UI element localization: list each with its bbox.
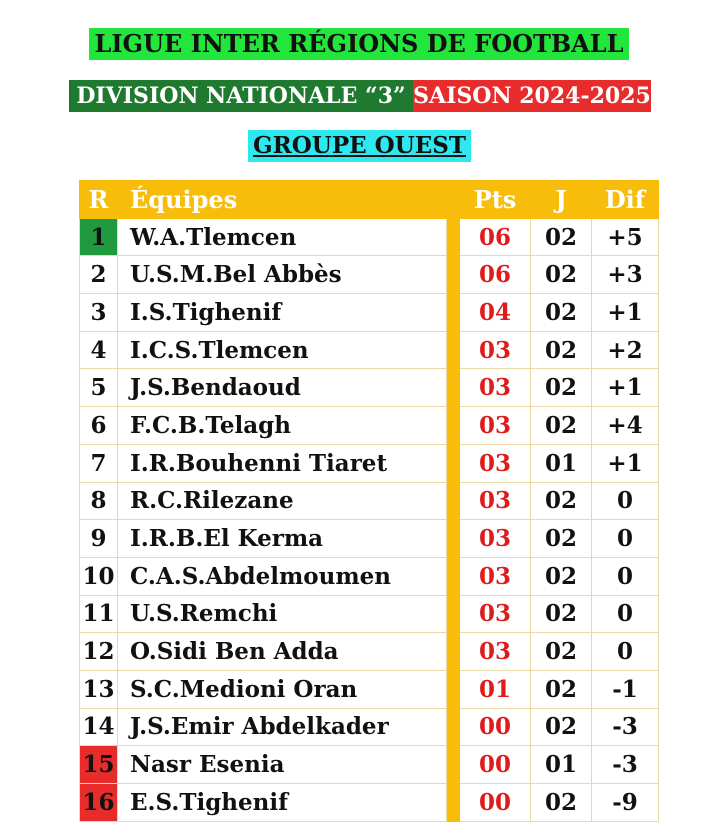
column-header-rank: R [80,181,118,219]
division-label: DIVISION NATIONALE “3” [69,80,413,112]
goal-difference-cell: -9 [592,784,659,822]
standings-body [80,218,659,821]
column-separator [447,256,460,294]
column-header-team: Équipes [118,181,447,219]
team-name-cell: Nasr Esenia [118,746,447,784]
points-cell: 03 [460,595,531,633]
points-cell: 03 [460,557,531,595]
table-row [80,218,659,256]
table-row [80,520,659,558]
column-separator [447,294,460,332]
league-title: LIGUE INTER RÉGIONS DE FOOTBALL [89,28,629,60]
team-name-cell: I.R.Bouhenni Tiaret [118,444,447,482]
team-name-cell: O.Sidi Ben Adda [118,633,447,671]
group-label: GROUPE OUEST [248,130,471,162]
team-name-cell: J.S.Emir Abdelkader [118,708,447,746]
played-cell: 02 [531,520,592,558]
rank-cell: 11 [80,595,118,633]
rank-cell: 3 [80,294,118,332]
column-separator [447,482,460,520]
team-name-cell: I.S.Tighenif [118,294,447,332]
played-cell: 02 [531,633,592,671]
points-cell: 03 [460,482,531,520]
table-row [80,256,659,294]
table-row [80,595,659,633]
column-separator [447,670,460,708]
column-header-goal-difference: Dif [592,181,659,219]
points-cell: 04 [460,294,531,332]
rank-cell: 4 [80,331,118,369]
team-name-cell: U.S.M.Bel Abbès [118,256,447,294]
table-row [80,369,659,407]
rank-cell: 10 [80,557,118,595]
column-separator [447,784,460,822]
column-separator [447,633,460,671]
team-name-cell: S.C.Medioni Oran [118,670,447,708]
rank-cell: 14 [80,708,118,746]
goal-difference-cell: 0 [592,557,659,595]
table-row [80,444,659,482]
team-name-cell: I.R.B.El Kerma [118,520,447,558]
goal-difference-cell: +1 [592,444,659,482]
points-cell: 06 [460,218,531,256]
column-separator [447,444,460,482]
table-row [80,746,659,784]
rank-cell: 7 [80,444,118,482]
played-cell: 02 [531,331,592,369]
column-header-played: J [531,181,592,219]
points-cell: 06 [460,256,531,294]
table-row [80,294,659,332]
team-name-cell: E.S.Tighenif [118,784,447,822]
table-header-row [80,181,659,219]
played-cell: 02 [531,256,592,294]
played-cell: 02 [531,784,592,822]
played-cell: 02 [531,369,592,407]
played-cell: 01 [531,746,592,784]
table-row [80,784,659,822]
goal-difference-cell: 0 [592,520,659,558]
column-separator [447,218,460,256]
table-row [80,670,659,708]
points-cell: 00 [460,784,531,822]
goal-difference-cell: 0 [592,633,659,671]
played-cell: 02 [531,218,592,256]
team-name-cell: W.A.Tlemcen [118,218,447,256]
points-cell: 03 [460,633,531,671]
team-name-cell: F.C.B.Telagh [118,407,447,445]
played-cell: 02 [531,670,592,708]
played-cell: 02 [531,482,592,520]
rank-cell: 8 [80,482,118,520]
column-separator [447,708,460,746]
table-row [80,331,659,369]
team-name-cell: I.C.S.Tlemcen [118,331,447,369]
standings-table [79,180,659,822]
played-cell: 02 [531,407,592,445]
table-row [80,482,659,520]
column-separator [447,181,460,219]
points-cell: 00 [460,708,531,746]
played-cell: 02 [531,595,592,633]
points-cell: 03 [460,520,531,558]
goal-difference-cell: 0 [592,595,659,633]
goal-difference-cell: +3 [592,256,659,294]
table-row [80,407,659,445]
column-separator [447,746,460,784]
points-cell: 01 [460,670,531,708]
rank-cell: 15 [80,746,118,784]
goal-difference-cell: -3 [592,708,659,746]
team-name-cell: R.C.Rilezane [118,482,447,520]
table-row [80,708,659,746]
rank-cell: 5 [80,369,118,407]
column-header-points: Pts [460,181,531,219]
column-separator [447,407,460,445]
rank-cell: 9 [80,520,118,558]
table-row [80,633,659,671]
played-cell: 01 [531,444,592,482]
rank-cell: 2 [80,256,118,294]
column-separator [447,331,460,369]
column-separator [447,520,460,558]
goal-difference-cell: +5 [592,218,659,256]
points-cell: 03 [460,331,531,369]
points-cell: 03 [460,407,531,445]
season-label: SAISON 2024-2025 [413,80,651,112]
column-separator [447,369,460,407]
points-cell: 03 [460,369,531,407]
points-cell: 03 [460,444,531,482]
goal-difference-cell: 0 [592,482,659,520]
points-cell: 00 [460,746,531,784]
goal-difference-cell: -3 [592,746,659,784]
rank-cell: 6 [80,407,118,445]
rank-cell: 1 [80,218,118,256]
goal-difference-cell: +1 [592,294,659,332]
column-separator [447,557,460,595]
goal-difference-cell: +2 [592,331,659,369]
rank-cell: 13 [80,670,118,708]
played-cell: 02 [531,708,592,746]
goal-difference-cell: -1 [592,670,659,708]
team-name-cell: U.S.Remchi [118,595,447,633]
rank-cell: 16 [80,784,118,822]
team-name-cell: J.S.Bendaoud [118,369,447,407]
played-cell: 02 [531,557,592,595]
goal-difference-cell: +1 [592,369,659,407]
table-row [80,557,659,595]
team-name-cell: C.A.S.Abdelmoumen [118,557,447,595]
goal-difference-cell: +4 [592,407,659,445]
column-separator [447,595,460,633]
rank-cell: 12 [80,633,118,671]
played-cell: 02 [531,294,592,332]
